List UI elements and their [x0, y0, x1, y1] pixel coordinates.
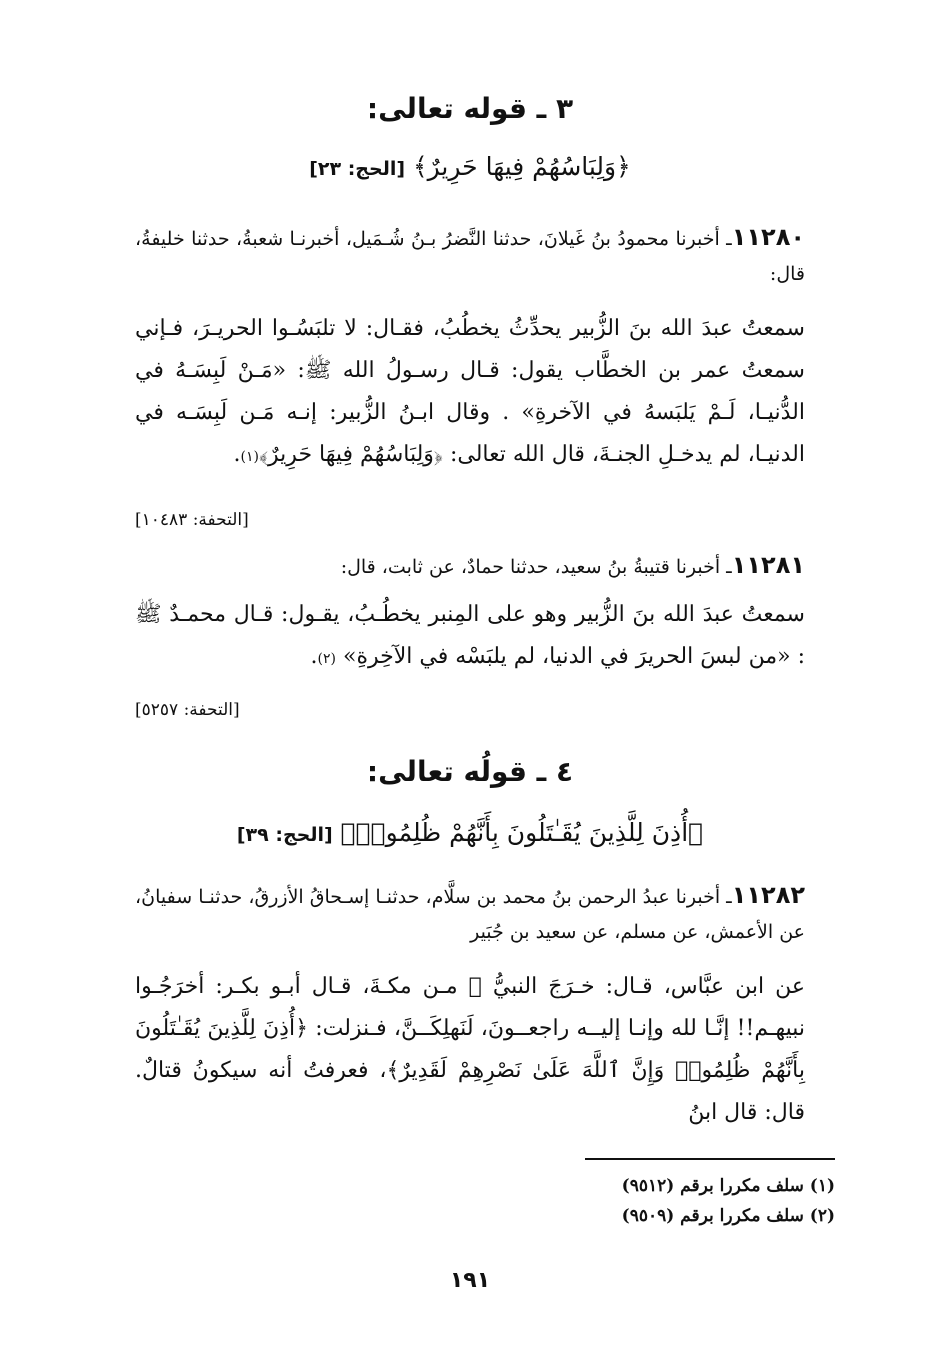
hadith-11282-isnad — [135, 878, 805, 950]
quran-verse: ﴿وَلِبَاسُهُمْ فِيهَا حَرِيرٌ﴾ — [412, 152, 631, 181]
footnote-1: (١) سلف مكررا برقم (٩٥١٢) — [621, 1176, 835, 1196]
hadith-11280-matn: سمعتُ عبدَ الله بنَ الزُّبير يحدِّثُ يخطُبُ، فقـال: لا تلبَسُـوا الحريـرَ، فـإني سمعتُ عمر بن الخطَّاب يقول: قـال رسـولُ الله ﷺ: «مَـنْ لَبِسَـهُ في الدُّنيـا، لَـمْ يَلبَسهُ في الآخرةِ» . وقال ابـنُ الزُّبير: إنـه مَـن لَبِسَـه في الدنيـا، لم يدخـلِ الجنـةَ، قال الله تعالى: ﴿وَلِبَاسُهُمْ فِيهَا حَرِيرٌ﴾(١). — [135, 316, 805, 467]
verse-reference: [الحج: ٣٩] — [236, 824, 333, 846]
section-3-verse-line — [135, 152, 805, 181]
section-4-verse-line — [135, 818, 805, 847]
footnote-2: (٢) سلف مكررا برقم (٩٥٠٩) — [621, 1206, 835, 1226]
tuhfa-reference: [التحفة: ٥٢٥٧] — [135, 700, 240, 720]
hadith-matn-text: سمعتُ عبدَ الله بنَ الزُّبير يحدِّثُ يخطُبُ، فقـال: لا تلبَسُـوا الحريـرَ، فـإني سمعتُ عمر بن الخطَّاب يقول: قـال رسـولُ الله ﷺ: «مَـنْ لَبِسَـهُ في الدُّنيـا، لَـمْ يَلبَسهُ في الآخرةِ» . وقال ابـنُ الزُّبير: إنـه مَـن لَبِسَـه في الدنيـا، لم يدخـلِ الجنـةَ، قال الله تعالى: ﴿وَلِبَاسُهُمْ فِيهَا حَرِيرٌ﴾ — [135, 316, 805, 467]
footnote-mark: (٢) — [317, 651, 337, 667]
hadith-11282-matn — [135, 966, 805, 1134]
verse-reference: [الحج: ٢٣] — [309, 158, 406, 180]
hadith-isnad-text: ـ أخبرنا قتيبةُ بنُ سعيد، حدثنا حمادٌ، عن ثابت، قال: — [340, 556, 732, 578]
hadith-11280-isnad — [135, 220, 805, 292]
hadith-number: ١١٢٨١ — [731, 551, 805, 579]
hadith-number: ١١٢٨٢ — [731, 881, 805, 909]
page-number: ١٩١ — [449, 1268, 491, 1293]
footnote-mark: (١) — [240, 449, 259, 465]
footnote-separator — [585, 1158, 835, 1160]
section-3-heading: ٣ ـ قوله تعالى: — [366, 92, 574, 125]
hadith-11281-isnad — [135, 548, 805, 585]
hadith-isnad-text: ـ أخبرنا محمودُ بنُ غَيلانَ، حدثنا النَّضرُ بـنُ شُـمَيل، أخبرنـا شعبةُ، حدثنا خليفةُ، قال: — [135, 228, 805, 285]
tuhfa-reference: [التحفة: ١٠٤٨٣] — [135, 510, 249, 530]
hadith-isnad-text: ـ أخبرنا عبدُ الرحمن بنُ محمد بن سلَّام، حدثنـا إسـحاقُ الأزرقُ، حدثنـا سفيانُ، عن الأعمش، عن مسلم، عن سعيد بن جُبَير — [135, 886, 805, 943]
section-4-heading: ٤ ـ قولُه تعالى: — [366, 755, 574, 788]
hadith-11281-matn: سمعتُ عبدَ الله بنَ الزُّبير وهو على المِنبر يخطُـبُ، يقـول: قـال محمـدٌ ﷺ : «من لبسَ الحريرَ في الدنيا، لم يلبَسْه في الآخِرةِ» (٢). — [135, 602, 805, 669]
hadith-matn-text: سمعتُ عبدَ الله بنَ الزُّبير وهو على المِنبر يخطُـبُ، يقـول: قـال محمـدٌ ﷺ : «من لبسَ الحريرَ في الدنيا، لم يلبَسْه في الآخِرةِ» — [135, 602, 805, 669]
quran-verse: ﴿أُذِنَ لِلَّذِينَ يُقَـٰتَلُونَ بِأَنَّهُمْ ظُلِمُوا۟﴾ — [340, 818, 704, 847]
hadith-matn-text: عن ابن عبَّاس، قـال: خـرَجَ النبيُّ ﷺ مـن مكـةَ، قـال أبـو بكـر: أخرَجُـوا نبيهـم!! إنَّـا لله وإنـا إليــه راجعــونَ، لَنَهلِكَــنَّ، فـنزلت: ﴿أُذِنَ لِلَّذِينَ يُقَـٰتَلُونَ بِأَنَّهُمْ ظُلِمُوا۟ وَإِنَّ ٱللَّهَ عَلَىٰ نَصْرِهِمْ لَقَدِيرٌ﴾، فعرفتُ أنه سيكونُ قتالٌ. قال: قال ابنُ — [135, 974, 805, 1125]
hadith-number: ١١٢٨٠ — [731, 223, 805, 251]
